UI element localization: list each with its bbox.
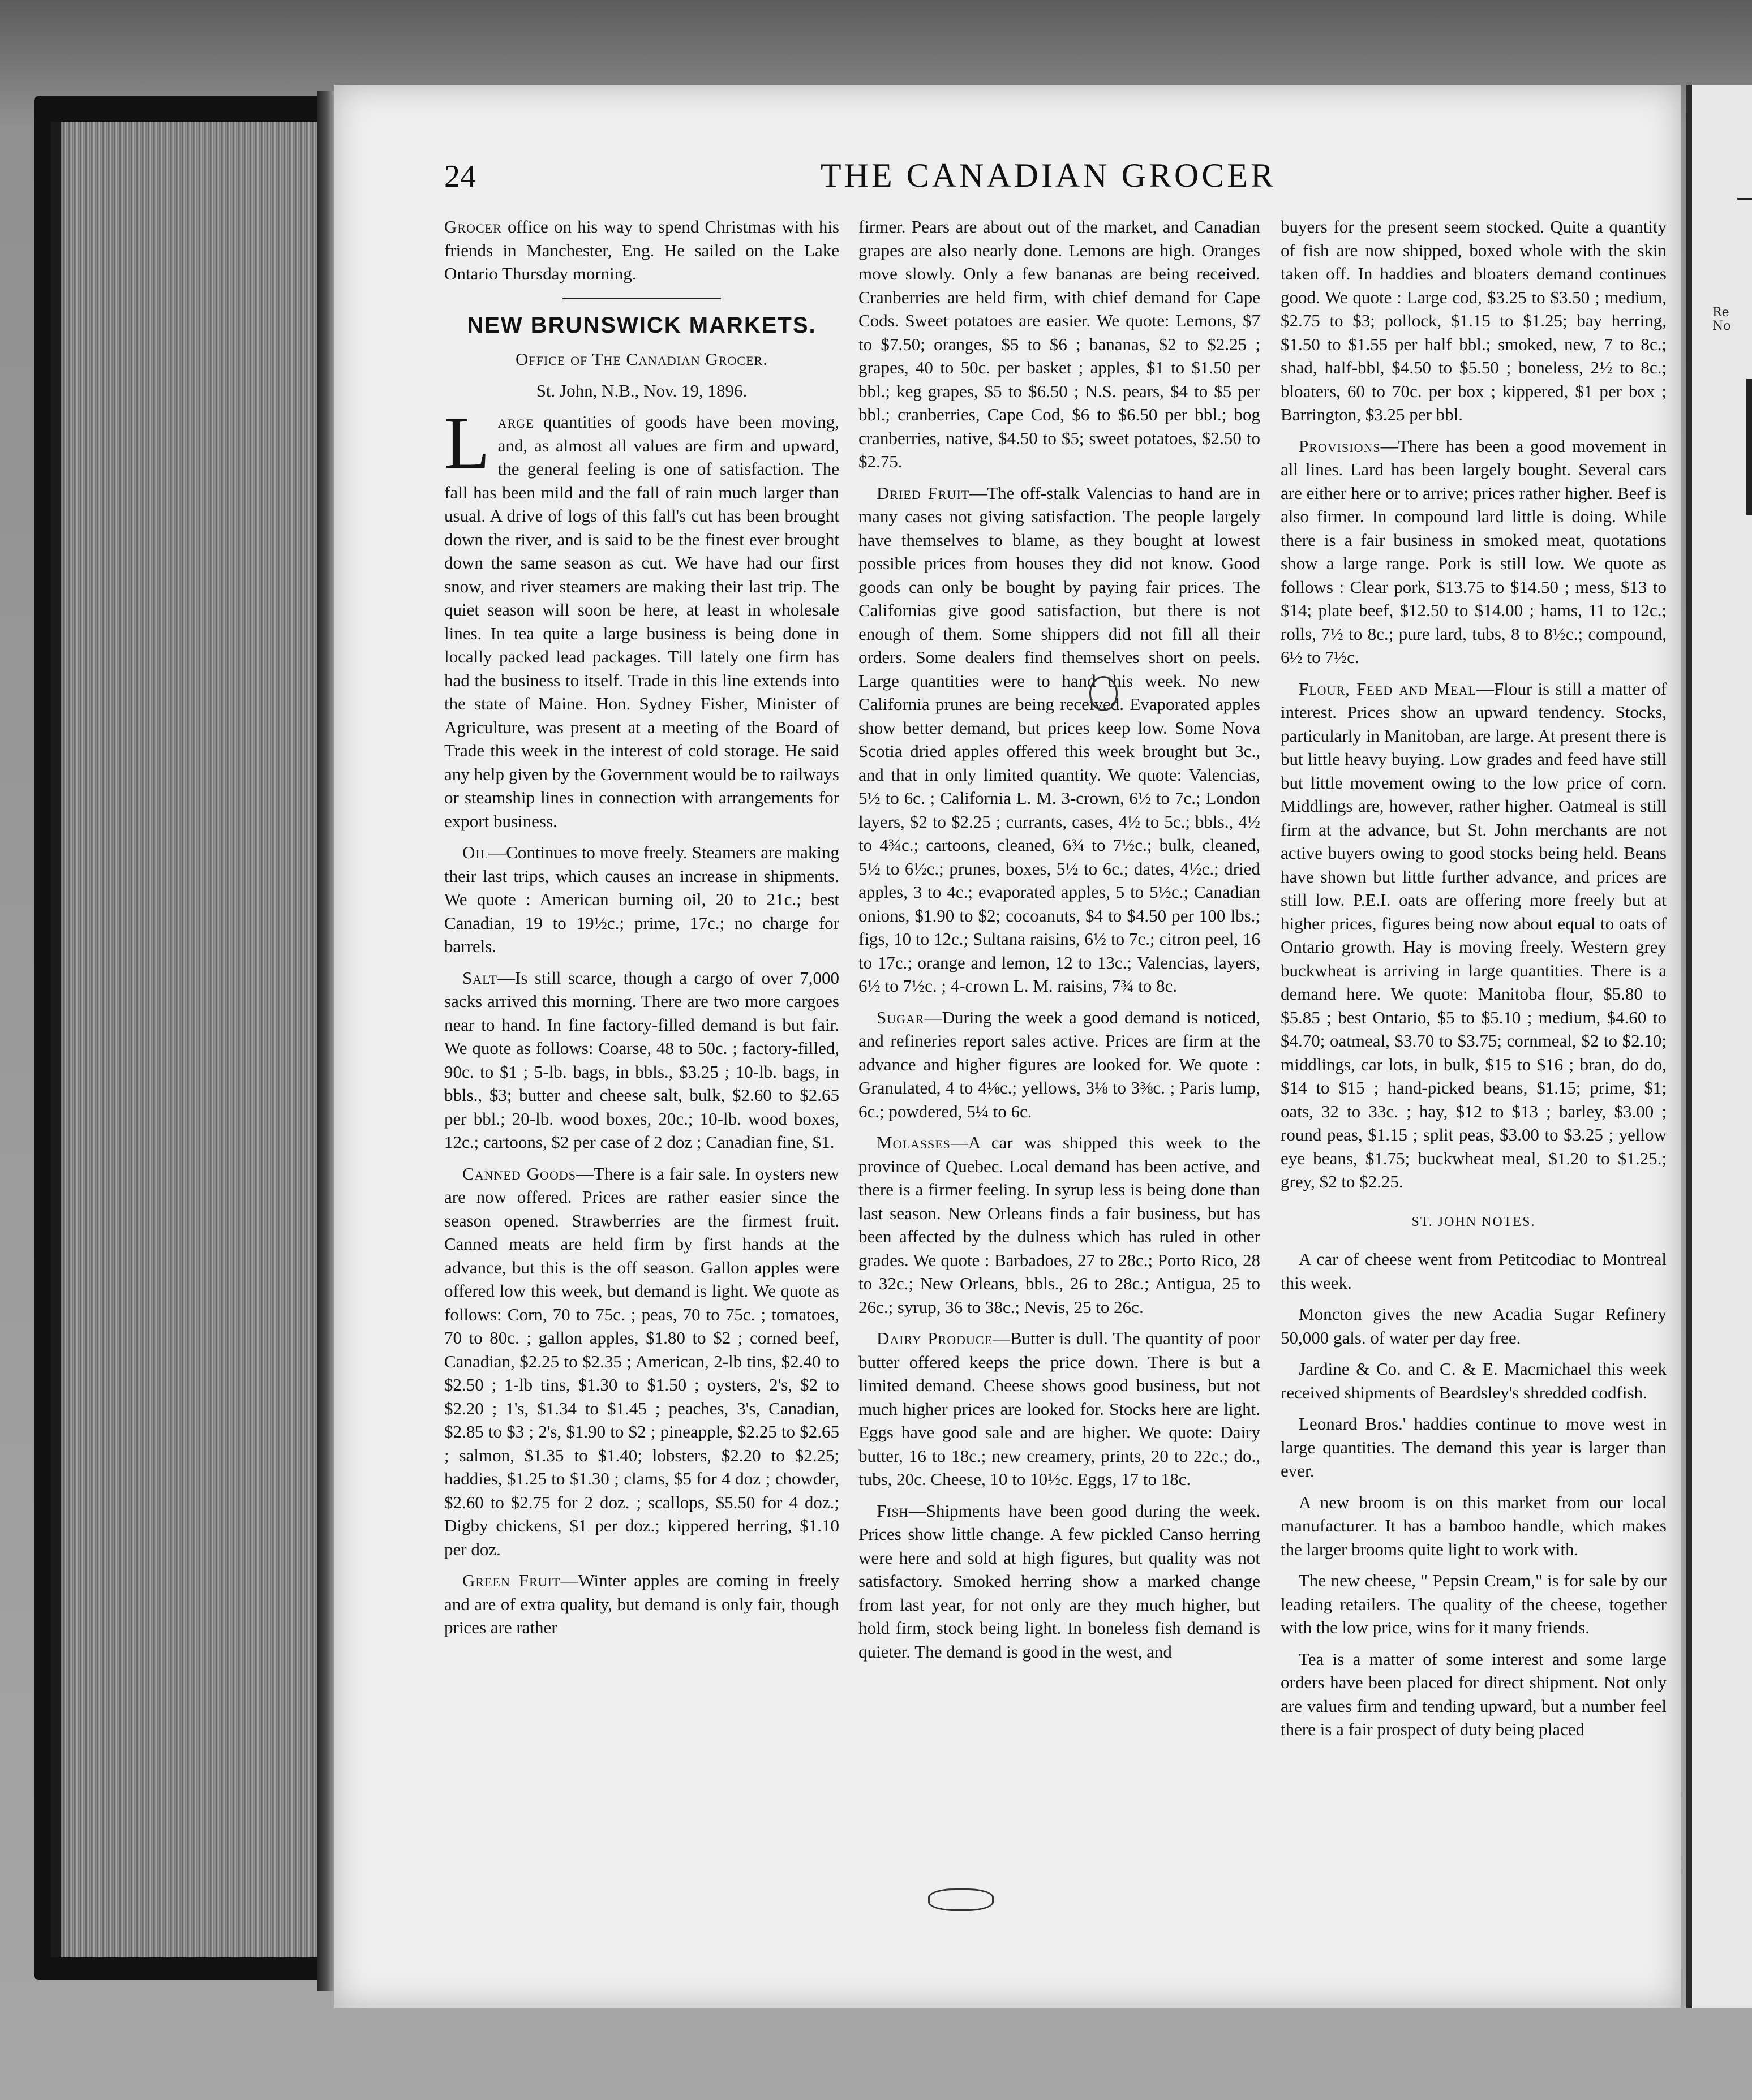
oil-text: —Continues to move freely. Steamers are making their last trips, which causes an increase in shipments. We quote : American burning oil, 20 to 21c.; best Canadian, 19 to 19½c.; prime, 17c.; no charge for barrels. (444, 842, 839, 956)
dried-fruit-label: Dried Fruit (877, 483, 970, 503)
provisions-label: Provisions (1299, 436, 1381, 456)
note-item: A new broom is on this market from our local manufacturer. It has a bamboo handle, which makes the larger brooms quite light to work with. (1281, 1492, 1667, 1559)
fish-text: —Shipments have been good during the week. Prices show little change. A few pickled Canso herring were here and sold at high figures, but quality was not satisfactory. Smoked herring show a marked change from last year, for not only are they much higher, but hold firm, stock being light. In boneless fish demand is quieter. The demand is good in the west, and (858, 1500, 1260, 1662)
flour-feed-meal-text: —Flour is still a matter of interest. Prices show an upward tendency. Stocks, particularly in Manitoban, are large. At present there is but little heavy buying. Low grades and feed have still but little movement owing to the low price of corn. Middlings are, however, rather higher. Oatmeal is still firm at the advance, but St. John merchants are not active buyers owing to good stocks being held. Beans have shown but little further advance, and prices are still low. P.E.I. oats are offering more freely but at higher prices, figures being now about equal to oats of Ontario growth. Hay is moving freely. Western grey buckwheat is arriving in large quantities. There is a demand here. We quote: Manitoba flour, $5.80 to $5.85 ; best Ontario, $5 to $5.10 ; medium, $4.60 to $4.70; oatmeal, $3.70 to $3.75; cornmeal, $2 to $2.10; middlings, car lots, in bulk, $15 to $16 ; bran, do do, $14 to $15 ; hand-picked beans, $1.15; prime, $1; oats, 32 to 33c. ; hay, $12 to $13 ; barley, $3.00 ; round peas, $1.15 ; split peas, $3.00 to $3.25 ; yellow eye beans, $1.75; buckwheat meal, $1.20 to $1.25.; grey, $2 to $2.25. (1281, 678, 1667, 1191)
adjacent-page-rule (1737, 198, 1752, 200)
canned-goods-label: Canned Goods (462, 1163, 576, 1184)
oil-label: Oil (462, 842, 489, 862)
drop-cap: L (444, 401, 490, 484)
note-item: A car of cheese went from Petitcodiac to Montreal this week. (1281, 1249, 1667, 1293)
column-3 (1281, 215, 1667, 1749)
dairy-produce-label: Dairy Produce (877, 1328, 993, 1348)
provisions-text: —There has been a good movement in all lines. Lard has been largely bought. Several cars are either here or to arrive; prices rather higher. Beef is also firmer. In compound lard little is doing. While there is a fair business in smoked meat, quotations show a large range. Pork is still low. We quote as follows : Clear pork, $13.75 to $14.50 ; mess, $13 to $14; plate beef, $12.50 to $14.00 ; hams, 11 to 12c.; rolls, 7½ to 8c.; pure lard, tubs, 8 to 8½c.; compound, 6½ to 7½c. (1281, 436, 1667, 667)
sugar-paragraph (858, 1006, 1260, 1124)
adjacent-page-fragment: Re (1712, 305, 1729, 320)
green-fruit-label: Green Fruit (462, 1570, 561, 1590)
lead-text: quantities of goods have been moving, and, as almost all values are firm and upward, the general feeling is one of satisfaction. The fall has been mild and the fall of rain much larger than usual. A drive of logs of this fall's cut has been brought down the river, and is said to be the finest ever brought down the same season as cut. We have had our first snow, and river steamers are making their last trip. The quiet season will soon be here, at least in wholesale lines. In tea quite a large business is being done in locally packed lead packages. Till lately one firm has had the business to itself. Trade in this line extends into the state of Maine. Hon. Sydney Fisher, Minister of Agriculture, was present at a meeting of the Board of Trade this week in the interest of cold storage. He said any help given by the Government would be to railways or steamship lines in connection with arrangements for export business. (444, 412, 839, 831)
headline: NEW BRUNSWICK MARKETS. (467, 312, 817, 338)
canned-goods-paragraph (444, 1162, 839, 1561)
canned-goods-text: —There is a fair sale. In oysters new are now offered. Prices are rather easier since the season opened. Strawberries are the firmest fruit. Canned meats are held firm by first hands at the advance, but this is the off season. Gallon apples were offered low this week, but demand is light. We quote as follows: Corn, 70 to 75c. ; peas, 70 to 75c. ; tomatoes, 70 to 80c. ; gallon apples, $1.80 to $2 ; corned beef, Canadian, $2.25 to $2.35 ; American, 2-lb tins, $2.40 to $2.50 ; 1-lb tins, $1.30 to $1.50 ; oysters, 2's, $2 to $2.20 ; 1's, $1.34 to $1.45 ; peaches, 3's, Canadian, $2.85 to $3 ; 2's, $1.90 to $2 ; pineapple, $2.25 to $2.65 ; salmon, $1.35 to $1.40; lobsters, $2.20 to $2.25; haddies, $1.25 to $1.30 ; clams, $5 for 4 doz ; chowder, $2.60 to $2.75 for 2 doz. ; scallops, $5.50 for 4 doz.; Digby chickens, $1 per doz.; kippered herring, $1.10 per doz. (444, 1163, 839, 1559)
pencil-mark (928, 1888, 994, 1911)
flour-feed-meal-label: Flour, Feed and Meal (1299, 678, 1476, 699)
molasses-paragraph (858, 1131, 1260, 1319)
provisions-paragraph (1281, 434, 1667, 669)
fish-continued: buyers for the present seem stocked. Quite a quantity of fish are now shipped, boxed whole with the skin taken off. In haddies and bloaters demand continues good. We quote : Large cod, $3.25 to $3.50 ; medium, $2.75 to $3; pollock, $1.15 to $1.25; bay herring, $1.50 to $1.55 per half bbl.; smoked, new, 7 to 8c.; shad, half-bbl, $4.50 to $5.50 ; boneless, 2½ to 8c.; bloaters, 60 to 70c. per box ; kippered, $1 per box ; Barrington, $3.25 per bbl. (1281, 217, 1667, 424)
adjacent-page-edge (1686, 85, 1752, 2008)
section-rule (562, 298, 721, 299)
pencil-mark (1089, 676, 1118, 711)
salt-paragraph (444, 966, 839, 1154)
dairy-produce-paragraph (858, 1327, 1260, 1491)
column-1 (444, 215, 839, 1647)
green-fruit-paragraph (444, 1569, 839, 1639)
molasses-label: Molasses (877, 1133, 951, 1152)
note-item: Jardine & Co. and C. & E. Macmichael this week received shipments of Beardsley's shredded codfish. (1281, 1359, 1667, 1402)
note-item: Tea is a matter of some interest and some large orders have been placed for direct shipment. Not only are values firm and tending upward, but a number feel there is a fair prospect of duty being placed (1281, 1649, 1667, 1739)
note-item: The new cheese, " Pepsin Cream," is for sale by our leading retailers. The quality of the cheese, together with the low price, wins for it many friends. (1281, 1570, 1667, 1637)
notes-heading: ST. JOHN NOTES. (1411, 1214, 1536, 1229)
intro-paragraph (444, 215, 839, 286)
page-block-edge (51, 122, 333, 1957)
intro-caps: Grocer (444, 217, 502, 236)
molasses-text: —A car was shipped this week to the province of Quebec. Local demand has been active, and there is a firmer feeling. In syrup less is being done than last season. New Orleans finds a fair business, but has been affected by the dulness which has ruled in other grades. We quote : Barbadoes, 27 to 28c.; Porto Rico, 28 to 32c.; New Orleans, bbls., 26 to 28c.; Antigua, 25 to 26c.; syrup, 36 to 38c.; Nevis, 25 to 26c. (858, 1133, 1260, 1317)
lead-paragraph (444, 401, 839, 833)
running-head: THE CANADIAN GROCER (821, 157, 1276, 194)
column-2 (858, 215, 1260, 1671)
oil-paragraph (444, 841, 839, 958)
adjacent-page-fragment: No (1712, 319, 1731, 333)
note-item: Moncton gives the new Acadia Sugar Refinery 50,000 gals. of water per day free. (1281, 1304, 1667, 1348)
green-fruit-text: —Winter apples are coming in freely and are of extra quality, but demand is only fair, though prices are rather (444, 1570, 839, 1637)
dried-fruit-paragraph (858, 481, 1260, 998)
dairy-produce-text: —Butter is dull. The quantity of poor butter offered keeps the price down. There is but a limited demand. Cheese shows good business, but not much higher prices are looked for. Stocks here are light. Eggs have good sale and are higher. We quote: Dairy butter, 16 to 18c.; new creamery, prints, 20 to 22c.; do., tubs, 20c. Cheese, 10 to 10½c. Eggs, 17 to 18c. (858, 1328, 1260, 1489)
note-item: Leonard Bros.' haddies continue to move west in large quantities. The demand this year is larger than ever. (1281, 1414, 1667, 1481)
sugar-text: —During the week a good demand is noticed, and refineries report sales active. Prices are firm at the advance and higher figures are looked for. We quote : Granulated, 4 to 4⅛c.; yellows, 3⅛ to 3⅜c. ; Paris lump, 6c.; powdered, 5¼ to 6c. (858, 1007, 1260, 1121)
green-fruit-continued: firmer. Pears are about out of the market, and Canadian grapes are also nearly done. Lemons are high. Oranges move slowly. Only a few bananas are being received. Cranberries are held firm, with chief demand for Cape Cods. Sweet potatoes are easier. We quote: Lemons, $7 to $7.50; oranges, $5 to $6 ; bananas, $2 to $2.25 ; grapes, 40 to 50c. per basket ; apples, $1 to $1.50 per bbl.; keg grapes, $5 to $6.50 ; N.S. pears, $4 to $5 per bbl.; cranberries, Cape Cod, $6 to $6.50 per bbl.; bog cranberries, native, $4.50 to $5; sweet potatoes, $2.50 to $2.75. (858, 217, 1260, 471)
sugar-label: Sugar (877, 1007, 925, 1027)
office-line: Office of The Canadian Grocer. (516, 349, 768, 369)
page-number: 24 (444, 159, 476, 194)
intro-text: office on his way to spend Christmas with his friends in Manchester, Eng. He sailed on the Lake Ontario Thursday morning. (444, 217, 839, 283)
fish-paragraph (858, 1499, 1260, 1664)
dried-fruit-text: —The off-stalk Valencias to hand are in many cases not giving satisfaction. The people largely have themselves to blame, as they bought at lowest possible prices from houses they did not know. Good goods can only be bought by paying fair prices. The Californias give good satisfaction, but there is not enough of them. Some shippers did not fill all their orders. Some dealers find themselves short on peels. Large quantities were to hand this week. No new California prunes are being received. Evaporated apples show better demand, but prices keep low. Some Nova Scotia dried apples offered this week brought but 3c., and that in only limited quantity. We quote: Valencias, 5½ to 6c. ; California L. M. 3-crown, 6½ to 7c.; London layers, $2 to $2.25 ; currants, cases, 4½ to 5c.; bbls., 4½ to 4¾c.; cartoons, cleaned, 6¾ to 7½c.; bulk, cleaned, 5½ to 6½c.; prunes, boxes, 5½ to 6c.; dates, 4½c.; dried apples, 3 to 4c.; evaporated apples, 5 to 5½c.; Canadian onions, $1.90 to $2; cocoanuts, $4 to $4.50 per 100 lbs.; figs, 10 to 12c.; Sultana raisins, 6½ to 7c.; citron peel, 16 to 17c.; orange and lemon, 12 to 13c.; Valencias, layers, 6½ to 7½c. ; 4-crown L. M. raisins, 7¾ to 8c. (858, 483, 1261, 996)
salt-label: Salt (462, 967, 497, 988)
salt-text: —Is still scarce, though a cargo of over 7,000 sacks arrived this morning. There are two more cargoes near to hand. In fine factory-filled demand is but fair. We quote as follows: Coarse, 48 to 50c. ; factory-filled, 90c. to $1 ; 5-lb. bags, in bbls., $3.25 ; 10-lb. bags, in bbls., $3; butter and cheese salt, bulk, $2.60 to $2.65 per bbl.; 20-lb. wood boxes, 20c.; 10-lb. wood boxes, 12c.; cartoons, $2 per case of 2 doz ; Canadian fine, $1. (444, 967, 839, 1152)
flour-feed-meal-paragraph (1281, 677, 1667, 1194)
fish-label: Fish (877, 1500, 909, 1521)
dateline: St. John, N.B., Nov. 19, 1896. (536, 380, 748, 401)
lead-caps: arge (497, 412, 534, 432)
adjacent-page-bracket (1746, 379, 1752, 515)
